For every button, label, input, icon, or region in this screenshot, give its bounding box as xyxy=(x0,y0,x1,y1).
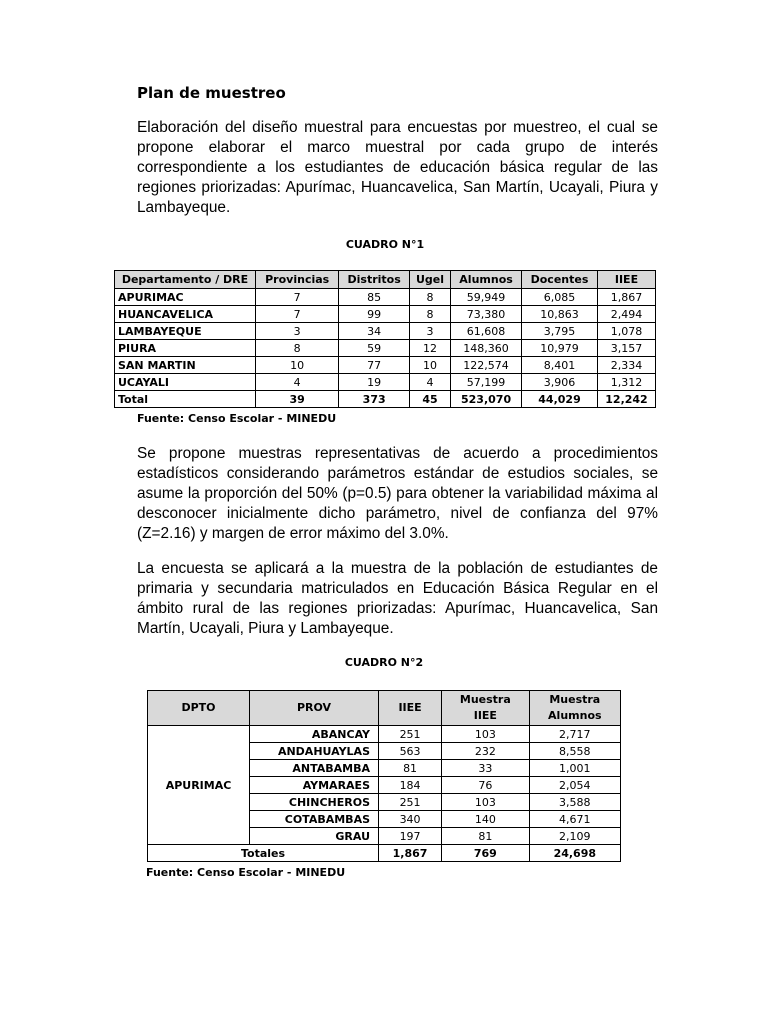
cell: 251 xyxy=(379,794,442,811)
cell: 2,334 xyxy=(597,357,655,374)
cuadro2-caption: CUADRO N°2 xyxy=(344,656,424,669)
cell-departamento: APURIMAC xyxy=(115,289,256,306)
cell-total-label: Totales xyxy=(148,845,379,862)
column-header: Departamento / DRE xyxy=(115,271,256,289)
column-header: Alumnos xyxy=(451,271,522,289)
table-row xyxy=(115,306,656,323)
cell: 4,671 xyxy=(529,811,620,828)
cell: 103 xyxy=(442,794,529,811)
cell: 3 xyxy=(256,323,339,340)
cell: 8 xyxy=(409,289,450,306)
cell: 3,795 xyxy=(522,323,598,340)
section-heading: Plan de muestreo xyxy=(137,84,286,102)
cell-departamento: LAMBAYEQUE xyxy=(115,323,256,340)
table-row xyxy=(148,726,621,743)
cell: 1,001 xyxy=(529,760,620,777)
cell: 3,906 xyxy=(522,374,598,391)
cell: 76 xyxy=(442,777,529,794)
cell-total: 769 xyxy=(442,845,529,862)
cell: 4 xyxy=(256,374,339,391)
cell: 57,199 xyxy=(451,374,522,391)
cell-prov: ANDAHUAYLAS xyxy=(250,743,379,760)
cell: 73,380 xyxy=(451,306,522,323)
table-row xyxy=(115,323,656,340)
cuadro1-source: Fuente: Censo Escolar - MINEDU xyxy=(137,412,337,425)
cell: 1,312 xyxy=(597,374,655,391)
cell-total: 523,070 xyxy=(451,391,522,408)
cell: 232 xyxy=(442,743,529,760)
cell: 197 xyxy=(379,828,442,845)
cuadro1-caption: CUADRO N°1 xyxy=(345,238,425,251)
cuadro2-source: Fuente: Censo Escolar - MINEDU xyxy=(146,866,346,879)
cell: 140 xyxy=(442,811,529,828)
cell-departamento: SAN MARTIN xyxy=(115,357,256,374)
cell: 148,360 xyxy=(451,340,522,357)
cell: 99 xyxy=(339,306,410,323)
column-header-line: Muestra xyxy=(549,693,601,706)
cell: 10,979 xyxy=(522,340,598,357)
column-header-line: IIEE xyxy=(473,709,497,722)
cell: 1,078 xyxy=(597,323,655,340)
paragraph-method: Se propone muestras representativas de acuerdo a procedimientos estadísticos considerando parámetros estándar de estudios sociales, se asume la proporción del 50% (p=0.5) para obtener la variabilidad máxima al desconocer inicialmente dicho parámetro, nivel de confianza del 97% (Z=2.16) y margen de error máximo del 3.0%. xyxy=(137,445,658,542)
cell: 81 xyxy=(379,760,442,777)
cell: 81 xyxy=(442,828,529,845)
cell-departamento: HUANCAVELICA xyxy=(115,306,256,323)
cell: 33 xyxy=(442,760,529,777)
cell-prov: ANTABAMBA xyxy=(250,760,379,777)
column-header: Docentes xyxy=(522,271,598,289)
cell: 10,863 xyxy=(522,306,598,323)
table-total-row xyxy=(115,391,656,408)
cell-total: 24,698 xyxy=(529,845,620,862)
cell: 8,558 xyxy=(529,743,620,760)
cell: 34 xyxy=(339,323,410,340)
cell-total: 373 xyxy=(339,391,410,408)
cell: 61,608 xyxy=(451,323,522,340)
table-header-row xyxy=(115,271,656,289)
cell: 563 xyxy=(379,743,442,760)
cell-departamento: PIURA xyxy=(115,340,256,357)
cell: 7 xyxy=(256,306,339,323)
cuadro1-table xyxy=(114,270,656,408)
cell: 251 xyxy=(379,726,442,743)
cell: 8 xyxy=(256,340,339,357)
cell: 4 xyxy=(409,374,450,391)
table-row xyxy=(115,340,656,357)
cell: 19 xyxy=(339,374,410,391)
cell: 59 xyxy=(339,340,410,357)
table-header-row xyxy=(148,691,621,726)
cell-total: 45 xyxy=(409,391,450,408)
cell: 2,494 xyxy=(597,306,655,323)
cuadro2-table xyxy=(147,690,621,862)
cell-prov: CHINCHEROS xyxy=(250,794,379,811)
cell: 3,157 xyxy=(597,340,655,357)
column-header: IIEE xyxy=(379,691,442,726)
cell-total: 1,867 xyxy=(379,845,442,862)
cell: 59,949 xyxy=(451,289,522,306)
cell: 7 xyxy=(256,289,339,306)
cell: 3 xyxy=(409,323,450,340)
cell-prov: COTABAMBAS xyxy=(250,811,379,828)
cell: 77 xyxy=(339,357,410,374)
cell: 8,401 xyxy=(522,357,598,374)
column-header: PROV xyxy=(250,691,379,726)
table-row xyxy=(115,357,656,374)
column-header xyxy=(442,691,529,726)
paragraph-scope: La encuesta se aplicará a la muestra de la población de estudiantes de primaria y secundaria matriculados en Educación Básica Regular en el ámbito rural de las regiones priorizadas: Apurímac, Huancavelica, San Martín, Ucayali, Piura y Lambayeque. xyxy=(137,560,658,637)
cell-total: 44,029 xyxy=(522,391,598,408)
cell: 8 xyxy=(409,306,450,323)
column-header-line: Alumnos xyxy=(548,709,602,722)
cell: 3,588 xyxy=(529,794,620,811)
paragraph-intro: Elaboración del diseño muestral para encuestas por muestreo, el cual se propone elaborar el marco muestral por cada grupo de interés correspondiente a los estudiantes de educación básica regular de las regiones priorizadas: Apurímac, Huancavelica, San Martín, Ucayali, Piura y Lambayeque. xyxy=(137,119,658,216)
cell-total-label: Total xyxy=(115,391,256,408)
table-row xyxy=(115,289,656,306)
cell: 1,867 xyxy=(597,289,655,306)
cell: 12 xyxy=(409,340,450,357)
cell-total: 12,242 xyxy=(597,391,655,408)
column-header: Distritos xyxy=(339,271,410,289)
column-header: Ugel xyxy=(409,271,450,289)
cell-prov: GRAU xyxy=(250,828,379,845)
cell: 85 xyxy=(339,289,410,306)
table-row xyxy=(115,374,656,391)
column-header-line: Muestra xyxy=(459,693,511,706)
cell: 10 xyxy=(256,357,339,374)
cell: 10 xyxy=(409,357,450,374)
cell: 122,574 xyxy=(451,357,522,374)
cell-departamento: UCAYALI xyxy=(115,374,256,391)
cell-total: 39 xyxy=(256,391,339,408)
cell: 2,717 xyxy=(529,726,620,743)
cell-dpto: APURIMAC xyxy=(148,726,250,845)
cell: 103 xyxy=(442,726,529,743)
cell: 340 xyxy=(379,811,442,828)
column-header: DPTO xyxy=(148,691,250,726)
cell: 184 xyxy=(379,777,442,794)
table-total-row xyxy=(148,845,621,862)
column-header: IIEE xyxy=(597,271,655,289)
cell: 2,109 xyxy=(529,828,620,845)
cell-prov: AYMARAES xyxy=(250,777,379,794)
cell: 2,054 xyxy=(529,777,620,794)
cell: 6,085 xyxy=(522,289,598,306)
column-header: Provincias xyxy=(256,271,339,289)
column-header xyxy=(529,691,620,726)
cell-prov: ABANCAY xyxy=(250,726,379,743)
